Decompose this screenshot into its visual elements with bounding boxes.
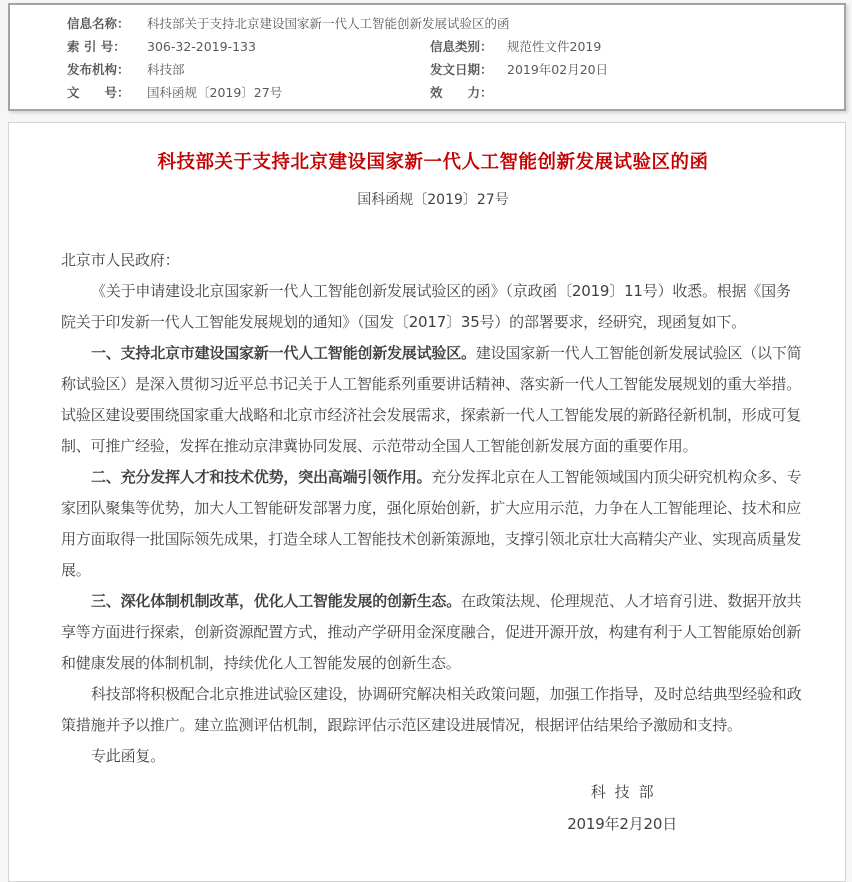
info-value-validity [507, 81, 844, 104]
document-page [8, 122, 846, 882]
info-value-name: 科技部关于支持北京建设国家新一代人工智能创新发展试验区的函 [147, 16, 510, 31]
section-3-lead: 三、深化体制机制改革，优化人工智能发展的创新生态。 [91, 592, 462, 610]
info-label-index-no: 索 引 号： [67, 39, 126, 54]
info-row-issuer [10, 58, 844, 81]
info-label-issue-date: 发文日期： [430, 62, 493, 77]
info-label-category: 信息类别： [430, 39, 493, 54]
section-2-lead: 二、充分发挥人才和技术优势，突出高端引领作用。 [91, 468, 432, 486]
info-label-issuer: 发布机构： [67, 62, 130, 77]
info-value-issue-date: 2019年02月20日 [507, 62, 609, 77]
document-title: 科技部关于支持北京建设国家新一代人工智能创新发展试验区的函 [157, 152, 709, 173]
section-2 [61, 462, 805, 586]
salutation: 北京市人民政府： [61, 251, 180, 269]
section-2-text: 充分发挥北京在人工智能领域国内顶尖研究机构众多、专家团队聚集等优势，加大人工智能研发部署力度，强化原始创新，扩大应用示范，力争在人工智能理论、技术和应用方面取得一批国际领先成果，打造全球人工智能技术创新策源地，支撑引领北京壮大高精尖产业、实现高质量发展。 [61, 468, 802, 579]
info-row-name [10, 12, 844, 35]
info-label-doc-number: 文 号： [67, 85, 130, 100]
info-row-index [10, 35, 844, 58]
section-3-text: 在政策法规、伦理规范、人才培育引进、数据开放共享等方面进行探索，创新资源配置方式，推动产学研用金深度融合，促进开源开放，构建有利于人工智能原始创新和健康发展的体制机制，持续优化人工智能发展的创新生态。 [61, 592, 802, 672]
document-number: 国科函规〔2019〕27号 [357, 192, 509, 208]
info-value-index-no: 306-32-2019-133 [147, 39, 256, 54]
info-value-issuer: 科技部 [147, 62, 185, 77]
info-value-category: 规范性文件2019 [507, 39, 602, 54]
opening-paragraph: 《关于申请建设北京国家新一代人工智能创新发展试验区的函》（京政函〔2019〕11号）收悉。根据《国务院关于印发新一代人工智能发展规划的通知》（国发〔2017〕35号）的部署要求，经研究，现函复如下。 [61, 282, 791, 331]
document-body [61, 245, 805, 840]
closing-remark: 专此函复。 [91, 747, 166, 765]
signer-name: 科 技 部 [590, 783, 654, 801]
section-1-lead: 一、支持北京市建设国家新一代人工智能创新发展试验区。 [91, 344, 476, 362]
info-value-doc-number: 国科函规〔2019〕27号 [147, 85, 283, 100]
section-1-text: 建设国家新一代人工智能创新发展试验区（以下简称试验区）是深入贯彻习近平总书记关于人工智能系列重要讲话精神、落实新一代人工智能发展规划的重大举措。试验区建设要围绕国家重大战略和北京市经济社会发展需求，探索新一代人工智能发展的新路径新机制，形成可复制、可推广经验，发挥在推动京津冀协同发展、示范带动全国人工智能创新发展方面的重要作用。 [61, 344, 802, 455]
section-1 [61, 338, 805, 462]
info-label-validity: 效 力： [430, 85, 493, 100]
info-row-docno [10, 81, 844, 104]
section-3 [61, 586, 805, 679]
document-info-panel [8, 3, 846, 111]
signature-block [567, 776, 677, 840]
info-label-name: 信息名称： [67, 16, 130, 31]
closing-paragraph: 科技部将积极配合北京推进试验区建设，协调研究解决相关政策问题，加强工作指导，及时总结典型经验和政策措施并予以推广。建立监测评估机制，跟踪评估示范区建设进展情况，根据评估结果给予激励和支持。 [61, 685, 802, 734]
signature-date: 2019年2月20日 [567, 815, 677, 833]
